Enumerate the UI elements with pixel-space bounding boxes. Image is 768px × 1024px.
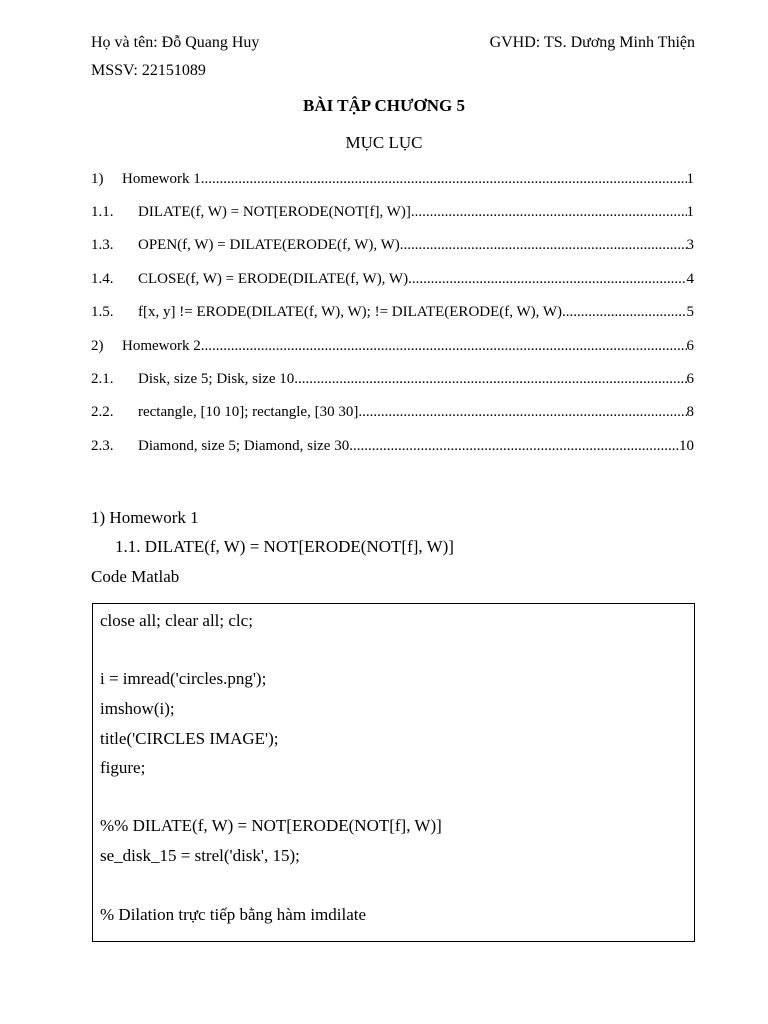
toc-entry-page: 1	[686, 204, 694, 220]
toc-title: MỤC LỤC	[345, 133, 423, 152]
toc-entry-text: rectangle, [10 10]; rectangle, [30 30]	[138, 404, 359, 420]
toc-entry[interactable]	[91, 436, 694, 456]
toc-entry-page: 1	[686, 171, 694, 187]
toc-leader-dots	[562, 302, 686, 322]
section-heading: 1) Homework 1	[91, 508, 199, 527]
toc-entry-text: Homework 1	[122, 171, 201, 187]
code-label: Code Matlab	[91, 567, 180, 586]
toc-entry-number: 2)	[91, 338, 104, 354]
toc-entry-text: f[x, y] != ERODE(DILATE(f, W), W); != DILATE(ERODE(f, W), W)	[138, 304, 563, 320]
toc-entry[interactable]	[91, 269, 694, 289]
code-line: figure;	[100, 758, 146, 777]
toc-leader-dots	[411, 202, 687, 222]
toc-leader-dots	[349, 436, 679, 456]
code-line: %% DILATE(f, W) = NOT[ERODE(NOT[f], W)]	[100, 816, 442, 835]
toc-entry-number: 1)	[91, 171, 104, 187]
toc-entry[interactable]	[91, 402, 694, 422]
toc-entry-text: Diamond, size 5; Diamond, size 30	[138, 438, 350, 454]
toc-leader-dots	[400, 235, 687, 255]
toc-leader-dots	[201, 169, 687, 189]
toc-leader-dots	[358, 402, 686, 422]
toc-entry[interactable]	[91, 302, 694, 322]
toc-entry-number: 1.5.	[91, 304, 114, 320]
toc-entry-number: 2.1.	[91, 371, 114, 387]
student-name: Họ và tên: Đỗ Quang Huy	[91, 34, 260, 51]
toc-entry-page: 6	[686, 338, 694, 354]
toc-entry-number: 2.3.	[91, 438, 114, 454]
toc-leader-dots	[201, 336, 687, 356]
toc-entry-page: 3	[686, 237, 694, 253]
toc-entry[interactable]	[91, 169, 694, 189]
toc-entry-number: 1.1.	[91, 204, 114, 220]
code-line: imshow(i);	[100, 699, 175, 718]
code-line: se_disk_15 = strel('disk', 15);	[100, 846, 300, 865]
code-line: % Dilation trực tiếp bằng hàm imdilate	[100, 905, 367, 924]
toc-entry[interactable]	[91, 369, 694, 389]
toc-entry-number: 2.2.	[91, 404, 114, 420]
toc-entry[interactable]	[91, 235, 694, 255]
toc-entry-page: 5	[686, 304, 694, 320]
toc-entry-number: 1.3.	[91, 237, 114, 253]
toc-entry-page: 6	[686, 371, 694, 387]
toc-leader-dots	[408, 269, 686, 289]
code-block	[92, 603, 695, 942]
subsection-heading: 1.1. DILATE(f, W) = NOT[ERODE(NOT[f], W)]	[115, 537, 454, 556]
code-line: close all; clear all; clc;	[100, 611, 253, 630]
toc-entry[interactable]	[91, 202, 694, 222]
toc-entry-text: OPEN(f, W) = DILATE(ERODE(f, W), W)	[138, 237, 400, 253]
document-title: BÀI TẬP CHƯƠNG 5	[303, 96, 465, 115]
toc-entry[interactable]	[91, 336, 694, 356]
toc-entry-text: CLOSE(f, W) = ERODE(DILATE(f, W), W)	[138, 271, 409, 287]
toc-entry-page: 10	[679, 438, 694, 454]
toc-entry-text: Homework 2	[122, 338, 201, 354]
toc-leader-dots	[294, 369, 686, 389]
toc-entry-page: 8	[686, 404, 694, 420]
toc-entry-number: 1.4.	[91, 271, 114, 287]
student-id: MSSV: 22151089	[91, 62, 206, 79]
code-line: i = imread('circles.png');	[100, 669, 267, 688]
toc-entry-text: Disk, size 5; Disk, size 10	[138, 371, 295, 387]
toc-entry-text: DILATE(f, W) = NOT[ERODE(NOT[f], W)]	[138, 204, 411, 220]
code-line: title('CIRCLES IMAGE');	[100, 729, 279, 748]
toc-entry-page: 4	[686, 271, 694, 287]
advisor-name: GVHD: TS. Dương Minh Thiện	[489, 34, 695, 51]
